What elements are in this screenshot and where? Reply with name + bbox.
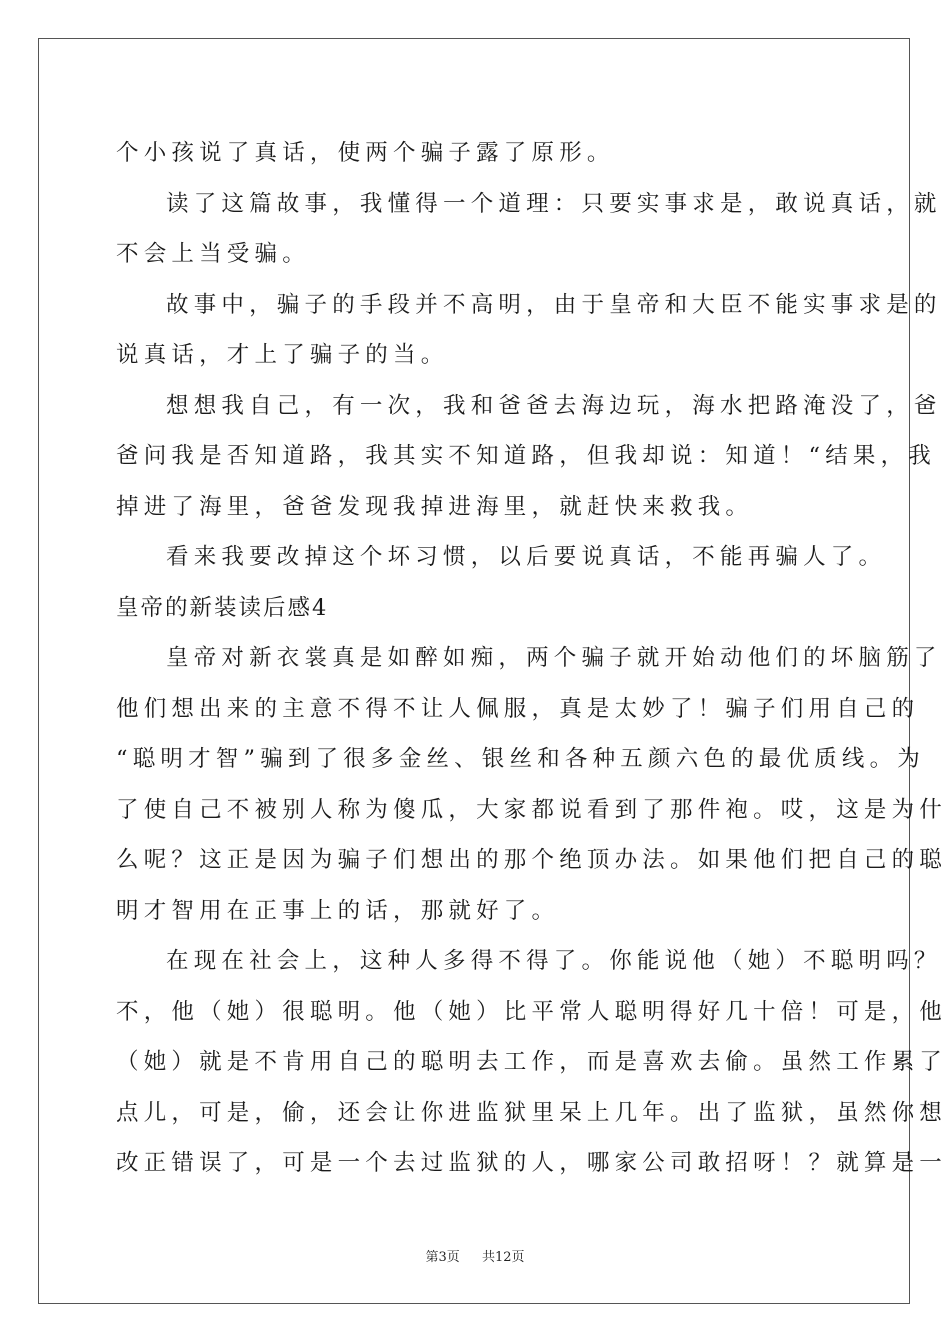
text-line: 不会上当受骗。 <box>116 241 310 267</box>
text-line: 皇帝对新衣裳真是如醉如痴，两个骗子就开始动他们的坏脑筋了 <box>166 645 942 671</box>
text-line: 说真话，才上了骗子的当。 <box>116 342 449 368</box>
text-line: （她）就是不肯用自己的聪明去工作，而是喜欢去偷。虽然工作累了 <box>116 1049 948 1075</box>
page-number: 第3页 <box>425 1250 460 1265</box>
text-line: 故事中，骗子的手段并不高明，由于皇帝和大臣不能实事求是的 <box>166 291 942 318</box>
text-line: 么呢？这正是因为骗子们想出的那个绝顶办法。如果他们把自己的聪 <box>116 847 948 873</box>
text-line: 他们想出来的主意不得不让人佩服，真是太妙了！骗子们用自己的 <box>116 695 920 722</box>
text-line: 看来我要改掉这个坏习惯，以后要说真话，不能再骗人了。 <box>166 544 887 570</box>
text-line: 明才智用在正事上的话，那就好了。 <box>116 897 560 924</box>
text-line: 改正错误了，可是一个去过监狱的人，哪家公司敢招呀！？就算是一 <box>116 1150 948 1176</box>
text-line: 个小孩说了真话，使两个骗子露了原形。 <box>116 140 615 166</box>
text-line: 在现在社会上，这种人多得不得了。你能说他（她）不聪明吗？ <box>166 948 942 974</box>
text-line: “聪明才智”骗到了很多金丝、银丝和各种五颜六色的最优质线。为 <box>116 746 926 772</box>
text-line: 想想我自己，有一次，我和爸爸去海边玩，海水把路淹没了，爸 <box>166 392 942 419</box>
text-line: 不，他（她）很聪明。他（她）比平常人聪明得好几十倍！可是，他 <box>116 998 948 1025</box>
page-total: 共12页 <box>482 1250 525 1265</box>
document-body <box>116 128 948 1189</box>
text-line: 读了这篇故事，我懂得一个道理：只要实事求是，敢说真话，就 <box>166 190 942 217</box>
page-footer <box>0 1246 950 1265</box>
text-line: 掉进了海里，爸爸发现我掉进海里，就赶快来救我。 <box>116 493 754 520</box>
text-line: 点儿，可是，偷，还会让你进监狱里呆上几年。出了监狱，虽然你想 <box>116 1099 948 1126</box>
section-heading: 皇帝的新装读后感4 <box>116 594 329 621</box>
text-line: 了使自己不被别人称为傻瓜，大家都说看到了那件袍。哎，这是为什 <box>116 796 948 823</box>
text-line: 爸问我是否知道路，我其实不知道路，但我却说：知道！“结果，我 <box>116 443 937 469</box>
